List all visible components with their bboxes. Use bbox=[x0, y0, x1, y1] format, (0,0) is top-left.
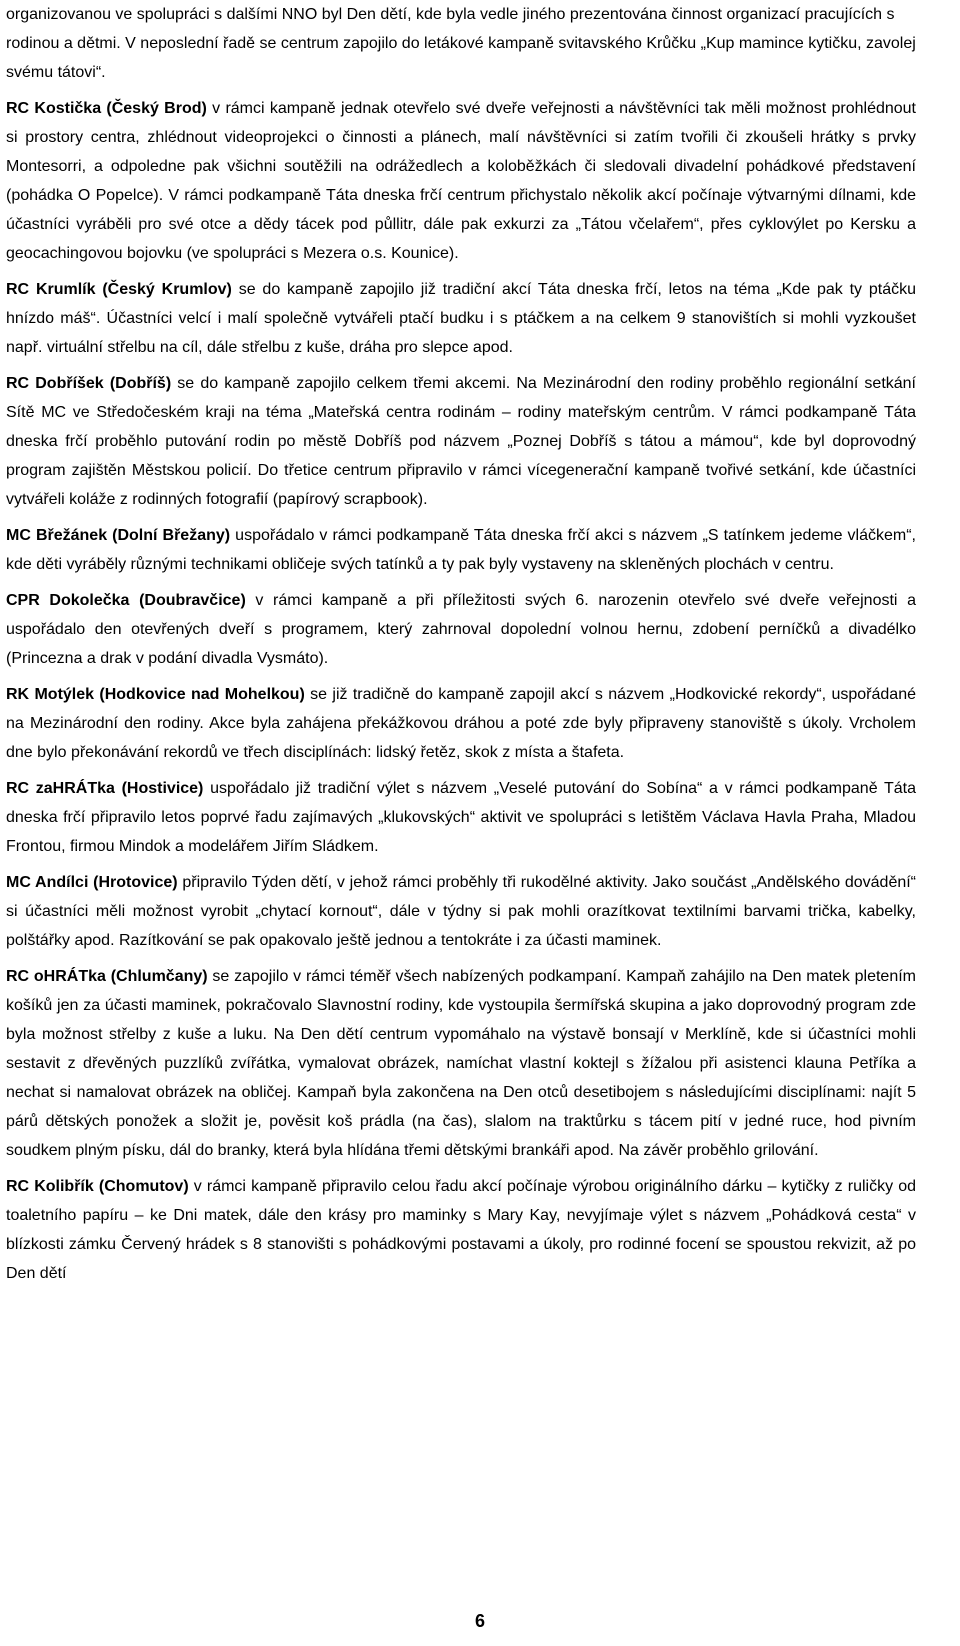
paragraph-rc-kolibrik bbox=[6, 1172, 916, 1288]
paragraph-text: se do kampaně zapojilo již tradiční akcí Táta dneska frčí, letos na téma „Kde pak ty ptáčku hnízdo máš“. Účastníci velcí i malí společně vytvářeli ptačí budku i s ptáčkem a na celkem 9 stanovištích si mohli vyzkoušet např. virtuální střelbu na cíl, dále střelbu z kuše, dráha pro slepce apod. bbox=[6, 281, 917, 356]
organization-name: RC Krumlík (Český Krumlov) bbox=[6, 281, 232, 298]
organization-name: RC Kolibřík (Chomutov) bbox=[6, 1178, 189, 1195]
paragraph-intro bbox=[6, 0, 916, 87]
paragraph-text: se zapojilo v rámci téměř všech nabízených podkampaní. Kampaň zahájilo na Den matek pletením košíků jen za účasti maminek, pokračovalo Slavnostní rodiny, kde vystoupila šermířská skupina a jako doprovodný program zde byla možnost střelby z kuše a luku. Na Den dětí centrum vypomáhalo na výstavě bonsají v Merklíně, kde si účastníci mohli sestavit z dřevěných puzzlíků zvířátka, vymalovat obrázek, namíchat vlastní koktejl s žížalou při asistenci klauna Petříka a nechat si namalovat obrázek na obličej. Kampaň byla zakončena na Den otců desetibojem s následujícími disciplínami: najít 5 párů dětských ponožek a složit je, pověsit koš prádla (na čas), slalom na traktůrku s tácem pití v jedné ruce, hod pivním soudkem plným písku, dál do branky, která byla hlídána třemi dětskými brankáři apod. Na závěr proběhlo grilování. bbox=[6, 968, 916, 1159]
paragraph-mc-brezanek bbox=[6, 521, 916, 579]
page-number: 6 bbox=[474, 1611, 485, 1631]
paragraph-text: v rámci kampaně jednak otevřelo své dveře veřejnosti a návštěvníci tak měli možnost prohlédnout si prostory centra, zhlédnout videoprojekci o činnosti a plánech, malí návštěvníci si zatím tvořili či zkoušeli hrátky s prvky Montesorri, a odpoledne pak všichni soutěžili na odrážedlech a koloběžkách či sledovali divadelní pohádkové představení (pohádka O Popelce). V rámci podkampaně Táta dneska frčí centrum přichystalo několik akcí počínaje výtvarnými dílnami, kde účastníci vyráběli pro své otce a dědy tácek pod půllitr, dále pak exkurzi za „Tátou včelařem“, přes cyklovýlet po Kersku a geocachingovou bojovku (ve spolupráci s Mezera o.s. Kounice). bbox=[6, 100, 917, 262]
organization-name: MC Andílci (Hrotovice) bbox=[6, 874, 178, 891]
organization-name: RC oHRÁTka (Chlumčany) bbox=[6, 968, 208, 985]
paragraph-rc-ohratka bbox=[6, 962, 916, 1165]
organization-name: CPR Dokolečka (Doubravčice) bbox=[6, 592, 246, 609]
organization-name: RC Dobříšek (Dobříš) bbox=[6, 375, 172, 392]
paragraph-text: se do kampaně zapojilo celkem třemi akcemi. Na Mezinárodní den rodiny proběhlo regionální setkání Sítě MC ve Středočeském kraji na téma „Mateřská centra rodinám – rodiny mateřským centrům. V rámci podkampaně Táta dneska frčí proběhlo putování rodin po městě Dobříš pod názvem „Poznej Dobříš s tátou a mámou“, kde byl doprovodný program zajištěn Městskou policií. Do třetice centrum připravilo v rámci vícegenerační kampaně tvořivé setkání, kde účastníci vytvářeli koláže z rodinných fotografií (papírový scrapbook). bbox=[6, 375, 917, 508]
organization-name: RK Motýlek (Hodkovice nad Mohelkou) bbox=[6, 686, 305, 703]
organization-name: MC Břežánek (Dolní Břežany) bbox=[6, 527, 231, 544]
paragraph-rc-krumlik bbox=[6, 275, 916, 362]
paragraph-rc-zahratka bbox=[6, 774, 916, 861]
paragraph-text: organizovanou ve spolupráci s dalšími NNO byl Den dětí, kde byla vedle jiného prezentována činnost organizací pracujících s rodinou a dětmi. V neposlední řadě se centrum zapojilo do letákové kampaně svitavského Krůčku „Kup mamince kytičku, zavolej svému tátovi“. bbox=[6, 6, 916, 81]
paragraph-text: v rámci kampaně připravilo celou řadu akcí počínaje výrobou originálního dárku – kytičky z ruličky od toaletního papíru – ke Dni matek, dále den krásy pro maminky s Mary Kay, nevyjímaje výlet s názvem „Pohádková cesta“ v blízkosti zámku Červený hrádek s 8 stanovišti s pohádkovými postavami a úkoly, pro rodinné focení se spoustou rekvizit, až po Den dětí bbox=[6, 1178, 917, 1282]
paragraph-rc-dobrisek bbox=[6, 369, 916, 514]
paragraph-rc-kosticka bbox=[6, 94, 916, 268]
document-body bbox=[6, 0, 916, 1295]
paragraph-text: uspořádalo v rámci podkampaně Táta dneska frčí akci s názvem „S tatínkem jedeme vláčkem“, kde děti vyráběly různými technikami obličeje svých tatínků a ty pak byly vystaveny na skleněných plochách v centru. bbox=[6, 527, 917, 573]
paragraph-text: uspořádalo již tradiční výlet s názvem „Veselé putování do Sobína“ a v rámci podkampaně Táta dneska frčí připravilo letos poprvé řadu zajímavých „klukovských“ aktivit ve spolupráci s letištěm Václava Havla Praha, Mladou Frontou, firmou Mindok a modelářem Jiřím Sládkem. bbox=[6, 780, 916, 855]
paragraph-text: se již tradičně do kampaně zapojil akcí s názvem „Hodkovické rekordy“, uspořádané na Mezinárodní den rodiny. Akce byla zahájena překážkovou dráhou a poté zde byly připraveny stanoviště s úkoly. Vrcholem dne bylo překonávání rekordů ve třech disciplínách: lidský řetěz, skok z místa a štafeta. bbox=[6, 686, 916, 761]
paragraph-text: připravilo Týden dětí, v jehož rámci proběhly tři rukodělné aktivity. Jako součást „Andělského dovádění“ si účastníci měli možnost vyrobit „chytací kornout“, dále v týdny si pak mohli orazítkovat textilními barvami trička, kabelky, polštářky apod. Razítkování se pak opakovalo ještě jednou a tentokráte i za účasti maminek. bbox=[6, 874, 917, 949]
paragraph-cpr-dokolecka bbox=[6, 586, 916, 673]
paragraph-text: v rámci kampaně a při příležitosti svých 6. narozenin otevřelo své dveře veřejnosti a uspořádalo den otevřených dveří s programem, který zahrnoval dopolední volnou hernu, zdobení perníčků a divadélko (Princezna a drak v podání divadla Vysmáto). bbox=[6, 592, 916, 667]
paragraph-mc-andilci bbox=[6, 868, 916, 955]
paragraph-rk-motylek bbox=[6, 680, 916, 767]
organization-name: RC Kostička (Český Brod) bbox=[6, 100, 207, 117]
organization-name: RC zaHRÁTka (Hostivice) bbox=[6, 780, 204, 797]
